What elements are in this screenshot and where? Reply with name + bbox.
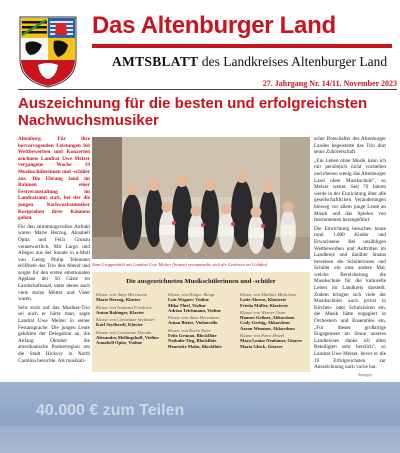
class-label: Klasse von Antje Herrmann xyxy=(96,292,148,297)
issue-line: 27. Jahrgang Nr. 14/11. November 2023 xyxy=(262,79,397,88)
class-label: Klasse von Holger Runge xyxy=(168,292,216,297)
honoree-name: Cody Gerbig, Akkordeon xyxy=(240,320,290,326)
honoree-name: Maria Glück, Gitarre xyxy=(240,343,283,349)
honorees-box xyxy=(92,272,310,372)
honoree-name: Anton Bobinger, Klavier xyxy=(96,309,145,315)
honoree-name: Mika Thiel, Violine xyxy=(168,302,206,308)
class-label: Klasse von Karin Beier xyxy=(168,327,211,333)
banner-headline: 40.000 € zum Teilen xyxy=(36,402,185,419)
class-group xyxy=(168,292,238,313)
body-paragraph: Sehr stolz auf das Musiker-Trio sei auch er hörte man, sagte Landrat Uwe Melzer in seiner Festansprache. Die jungen Leute gehörten der Delegation an, die Anfang Oktober die amerikanische Partnerregion um die Stadt Hickory in North Carolina besuchte. Als musikali- xyxy=(18,304,90,364)
coat-of-arms-icon xyxy=(18,15,78,89)
lead-text: Altenburg. Für ihre hervorragenden Leistungen bei Wettbewerben und Konzerten zeichnete Landrat Uwe Melzer vergangene Woche 19 Musikschülerinnen und -schüler aus. Die Ehrung fand im Rahmen einer Festveranstaltung im Landratsamt statt, bei der die jungen Nachwuchsmusiker Kostproben ihres Könnens gaben. xyxy=(18,136,90,222)
article-headline: Auszeichnung für die besten und erfolgreichsten Nachwuchsmusiker xyxy=(18,95,368,129)
title-rule xyxy=(92,44,392,48)
article-left-column xyxy=(18,136,90,366)
body-paragraph: „Ein Leben ohne Musik kann ich mir persönlich nicht vorstellen und ebenso wenig das Altenburger Land ohne Musikschule", so Melzer weiter. Seit 70 Jahren werde in der Einrichtung über alle gesellschaftlichen Veränderungen hinweg vor allem junge Leute an Musik und das Spielen von Instrumenten herangeführt. xyxy=(314,157,386,224)
class-label: Klasse von Constanze Drenda xyxy=(96,329,152,335)
class-group xyxy=(240,310,308,331)
honoree-name: Karl Seyfhardt, Klavier xyxy=(96,322,143,328)
honoree-name: Alexandra Mellingshoff, Violine xyxy=(96,335,159,341)
honoree-name: Henriette Mahn, Blockflöte xyxy=(168,343,222,349)
publication-subtitle xyxy=(112,54,397,70)
class-group xyxy=(168,328,238,349)
publication-title: Das Altenburger Land xyxy=(92,12,336,39)
promo-banner xyxy=(0,382,400,453)
lead-paragraph xyxy=(18,136,90,222)
masthead-divider xyxy=(18,89,397,90)
article-right-column xyxy=(314,136,386,373)
class-label: Klasse von Werner Oster xyxy=(240,309,286,315)
class-label: Klasse von Petra Hetzel xyxy=(240,333,285,339)
honoree-name: Nathalie Tieg, Blockflöte xyxy=(168,338,217,344)
class-label: Klasse von Irmtraut Friedrich xyxy=(96,304,152,310)
class-group xyxy=(168,315,238,326)
honorees-column-2 xyxy=(168,292,238,351)
body-paragraph: Für den stimmungsvollen Auftakt waren Marie Herzog, Annabell Opitz und Felix Grunau verantwortlich. Mit Largo und Allegro aus der Sonate in a-Moll von Georg Philip Telemann eröffnete das Trio den Abend und sorgte für den ersten emotionalen Applaus der 50 Gäste im Landschaftssaal, unter denen auch viele stolze Mütter und Väter waren. xyxy=(18,223,90,303)
honoree-name: Mara Louise Neubauer, Gitarre xyxy=(240,338,303,344)
honorees-column-3 xyxy=(240,292,308,351)
honorees-title: Die ausgezeichneten Musikschülerinnen und -schüler xyxy=(126,278,276,285)
honoree-name: Anton Bietze, Violoncello xyxy=(168,320,218,326)
class-label: Klasse von Mathias Meischner xyxy=(240,292,297,297)
class-group xyxy=(96,305,166,316)
class-label: Klasse von Anne Herrmann xyxy=(168,315,219,321)
class-group xyxy=(96,330,166,346)
class-group xyxy=(96,292,166,303)
subtitle-bold: AMTSBLATT xyxy=(112,54,199,69)
honoree-name: Lotte Ahrens, Klavierte xyxy=(240,297,287,303)
banner-overlay xyxy=(0,426,400,453)
honoree-name: Marie Herzog, Klavier xyxy=(96,297,141,303)
honoree-name: Frieda Müller, Klavierte xyxy=(240,302,288,308)
honoree-name: Felix Grunau, Blockflöte xyxy=(168,333,217,339)
honoree-name: Adrian Teichmann, Violine xyxy=(168,307,221,313)
photo-caption: Zum Gruppenbild mit Landrat Uwe Melzer (hinten) versammelte sich die Geehrten im Lichthof. xyxy=(92,262,269,267)
photo-source: Amtsgrp. xyxy=(358,372,373,377)
group-photo xyxy=(92,137,310,259)
subtitle-rest: des Landkreises Altenburger Land xyxy=(198,54,388,69)
class-group xyxy=(240,333,308,349)
class-group xyxy=(240,292,308,308)
honoree-name: Annabell Opitz, Violine xyxy=(96,340,143,346)
body-paragraph: Die Einrichtung besuchen heute rund 1.000 Kinder und Erwachsene. Bei unzähligen Wettbewerben und Auftritten im Landkreis und darüber hinaus beweisen die Schülerinnen und Schüler ein ums andere Mal, welche Bereicherung die Musikschule für die kulturelle Leben im Landkreis darstellt. Zudem bringen sich viele der Musikschüler auch privat in Kirchen- oder Schulchören ein, die Musik hätte engagiert in Orchestern und Ensembles ein. „Für dieses großartige Engagement im Sinne unseres Landkreises danke ich allen Beteiligten sehr herzlich", so Landrat Uwe Melzer, bevor er die 19 Erfolgreichsten zur Auszeichnung nach vorne bat. xyxy=(314,225,386,371)
body-paragraph: scher Botschafter des Altenburger Landes begeisterte das Trio dort seine Zuhörerschaft. xyxy=(314,136,386,156)
honoree-name: Hannes Geßner, Akkordeon xyxy=(240,315,295,321)
masthead xyxy=(0,0,400,110)
class-label: Klasse von Christiane Seebauer xyxy=(96,317,155,323)
honorees-column-1 xyxy=(96,292,166,348)
honoree-name: Aaron Wimmer, Akkordeon xyxy=(240,325,295,331)
honoree-name: Luis Wagner, Violine xyxy=(168,297,209,303)
class-group xyxy=(96,317,166,328)
